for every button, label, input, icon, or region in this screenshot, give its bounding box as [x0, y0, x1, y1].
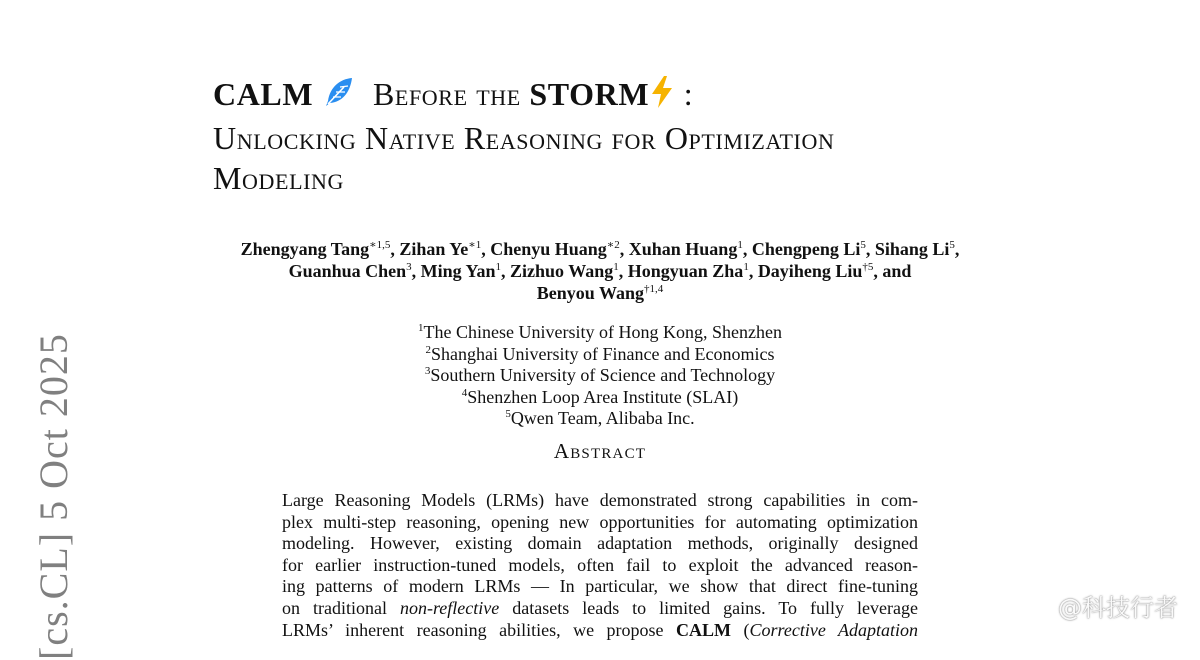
abstract-line: [282, 620, 918, 642]
author-sup: 3: [406, 261, 412, 273]
arxiv-side-stamp: [cs.CL] 5 Oct 2025: [31, 333, 76, 660]
title-line-3: Modeling: [213, 160, 345, 196]
affiliation-sup: 4: [461, 386, 468, 399]
abstract-method-name: CALM: [676, 619, 732, 640]
title-line-1: [213, 74, 1033, 118]
affiliation: [213, 344, 987, 366]
abstract-body: [282, 490, 918, 641]
abstract-heading: Abstract: [553, 439, 647, 463]
abstract-text: on traditional: [282, 597, 400, 618]
abstract-emphasis: non-reflective: [399, 597, 500, 618]
author: Zihan Ye: [399, 239, 469, 259]
author-sup: 1: [743, 261, 749, 273]
lightning-bolt-icon: [649, 75, 675, 118]
paper-title: [213, 74, 1033, 198]
author-sup: †1,4: [643, 283, 664, 295]
title-before-the: Before the: [372, 76, 521, 112]
affiliation-sup: 5: [505, 408, 511, 420]
affiliation: [213, 387, 987, 409]
author-sup: 5: [949, 239, 955, 251]
abstract-line: ing patterns of modern LRMs — In particular, we show that direct fine-tuning: [282, 576, 918, 597]
author: Ming Yan: [420, 261, 496, 281]
title-colon: :: [683, 76, 694, 112]
affiliation-list: [213, 322, 987, 430]
author-sup: ∗1,5: [369, 239, 391, 251]
affiliation: [213, 408, 987, 430]
author: Hongyuan Zha: [627, 261, 744, 281]
author: Dayiheng Liu: [757, 261, 863, 281]
abstract-text: LRMs’ inherent reasoning abilities, we propose: [282, 619, 677, 640]
title-line-2: Unlocking Native Reasoning for Optimization: [213, 120, 835, 156]
feather-icon: [322, 75, 356, 118]
author-sup: ∗2: [606, 239, 620, 251]
abstract-emphasis: Corrective Adaptation: [749, 619, 918, 640]
author: Benyou Wang: [536, 283, 644, 303]
abstract-text: (: [731, 619, 750, 640]
author: Chengpeng Li: [751, 239, 861, 259]
author-list: Zhengyang Tang$^{∗1,5}$, Zihan $Ye^{∗1}$, Chenyu Huang$^{∗2}$, Xuhan Huang$^1$, Chengpeng Li$^5$, Sihang Li$^5$, Guanhua Chen$^3$, Ming Yan$^1$, Zizhuo Wang$^1$, Hongyuan Zha$^1$, Dayiheng Liu$^{\dagger 5}$, and Benyou Wang$^{\dagger 1,4}$: [240, 239, 960, 303]
abstract-line: for earlier instruction-tuned models, often fail to exploit the advanced reason-: [282, 554, 918, 575]
author: Xuhan Huang: [628, 239, 738, 259]
author-sup: 1: [613, 261, 619, 273]
abstract-line: plex multi-step reasoning, opening new opportunities for automating optimization: [282, 511, 918, 532]
author: Chenyu Huang: [490, 239, 607, 259]
author-sup: 1: [495, 261, 502, 273]
author-sup: †5: [862, 261, 874, 273]
author: Sihang Li: [874, 239, 950, 259]
affiliation: [213, 322, 987, 344]
affiliation-sup: 1: [418, 322, 424, 334]
affiliation-sup: 2: [425, 343, 432, 356]
author: Guanhua Chen: [288, 261, 407, 281]
affiliation-text: The Chinese University of Hong Kong, Shenzhen: [423, 322, 782, 342]
author-sup: ∗1: [468, 239, 482, 251]
abstract-line: modeling. However, existing domain adaptation methods, originally designed: [282, 533, 918, 554]
affiliation-sup: 3: [424, 365, 431, 377]
watermark: @科技行者: [1058, 594, 1178, 622]
affiliation-text: Southern University of Science and Technology: [430, 365, 776, 385]
abstract-line: Large Reasoning Models (LRMs) have demonstrated strong capabilities in com-: [282, 490, 918, 510]
abstract-text: datasets leads to limited gains. To fully leverage: [499, 597, 918, 618]
affiliation-text: Qwen Team, Alibaba Inc.: [510, 408, 695, 428]
affiliation-text: Shanghai University of Finance and Economics: [431, 343, 775, 364]
affiliation-text: Shenzhen Loop Area Institute (SLAI): [467, 386, 739, 407]
author-sup: 1: [737, 239, 743, 251]
title-storm: STORM: [529, 76, 650, 112]
author: Zizhuo Wang: [510, 261, 614, 281]
author-sup: 5: [860, 239, 866, 251]
author: Zhengyang Tang: [240, 239, 370, 259]
title-calm: CALM: [213, 76, 314, 112]
affiliation: [213, 365, 987, 387]
abstract-line: [282, 598, 918, 620]
